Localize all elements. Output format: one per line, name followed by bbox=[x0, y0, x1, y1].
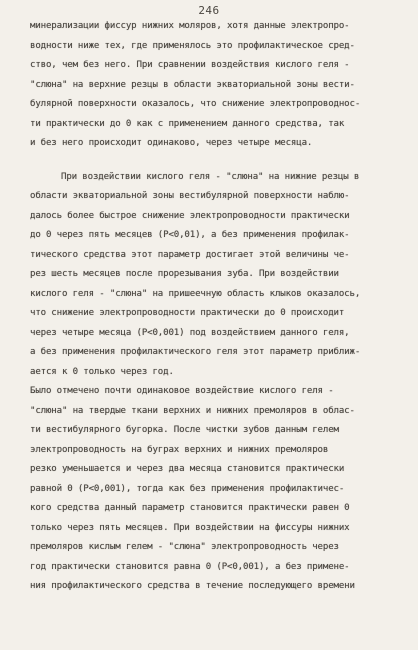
paragraph-spacer bbox=[30, 154, 390, 168]
paragraph-2 bbox=[30, 168, 390, 383]
text-line: равной 0 (P<0,001), тогда как без применения профилактичес- bbox=[30, 483, 345, 494]
text-line: а без применения профилактического геля этот параметр приближ- bbox=[30, 347, 361, 357]
text-line: Было отмечено почти одинаковое воздействие кислого геля - bbox=[30, 386, 334, 396]
text-line: что снижение электропроводности практически до 0 происходит bbox=[30, 308, 345, 318]
text-line: и без него происходит одинаково, через четыре месяца. bbox=[30, 138, 313, 148]
text-line: через четыре месяца (P<0,001) под воздействием данного геля, bbox=[30, 327, 350, 338]
paragraph-3 bbox=[30, 382, 390, 597]
text-line: кого средства данный параметр становится практически равен 0 bbox=[30, 503, 350, 513]
text-line: водности ниже тех, где применялось это профилактическое сред- bbox=[30, 40, 355, 51]
text-line: минерализации фиссур нижних моляров, хотя данные электропро- bbox=[30, 21, 350, 31]
text-line: резко уменьшается и через два месяца становится практически bbox=[30, 464, 345, 474]
body-text bbox=[30, 17, 390, 597]
text-line: кислого геля - "слюна" на пришеечную область клыков оказалось, bbox=[30, 288, 361, 299]
text-line: премоляров кислым гелем - "слюна" электропроводность через bbox=[30, 542, 339, 552]
text-line: ти практически до 0 как с применением данного средства, так bbox=[30, 118, 345, 129]
text-line: до 0 через пять месяцев (P<0,01), а без применения профилак- bbox=[30, 230, 350, 240]
text-line: "слюна" на твердые ткани верхних и нижних премоляров в облас- bbox=[30, 405, 355, 416]
page-number: 246 bbox=[198, 4, 220, 17]
text-line: только через пять месяцев. При воздействии на фиссуры нижних bbox=[30, 522, 350, 533]
text-line: ается к 0 только через год. bbox=[30, 366, 174, 377]
text-line: При воздействии кислого геля - "слюна" на нижние резцы в bbox=[61, 171, 360, 182]
text-line: электропроводность на буграх верхних и нижних премоляров bbox=[30, 444, 329, 455]
paragraph-1 bbox=[30, 17, 390, 154]
text-line: ния профилактического средства в течение последующего времени bbox=[30, 581, 355, 591]
text-line: области экваториальной зоны вестибулярной поверхности наблю- bbox=[30, 191, 350, 201]
text-line: "слюна" на верхние резцы в области экваториальной зоны вести- bbox=[30, 79, 355, 90]
text-line: ти вестибулярного бугорка. После чистки зубов данным гелем bbox=[30, 425, 339, 435]
text-line: булярной поверхности оказалось, что снижение электропроводнос- bbox=[30, 99, 361, 109]
text-line: далось более быстрое снижение электропроводности практически bbox=[30, 210, 350, 221]
text-line: ство, чем без него. При сравнении воздействия кислого геля - bbox=[30, 60, 350, 70]
text-line: год практически становится равна 0 (P<0,001), а без примене- bbox=[30, 561, 350, 572]
text-line: рез шесть месяцев после прорезывания зуба. При воздействии bbox=[30, 269, 339, 279]
text-line: тического средства этот параметр достигает этой величины че- bbox=[30, 249, 350, 260]
